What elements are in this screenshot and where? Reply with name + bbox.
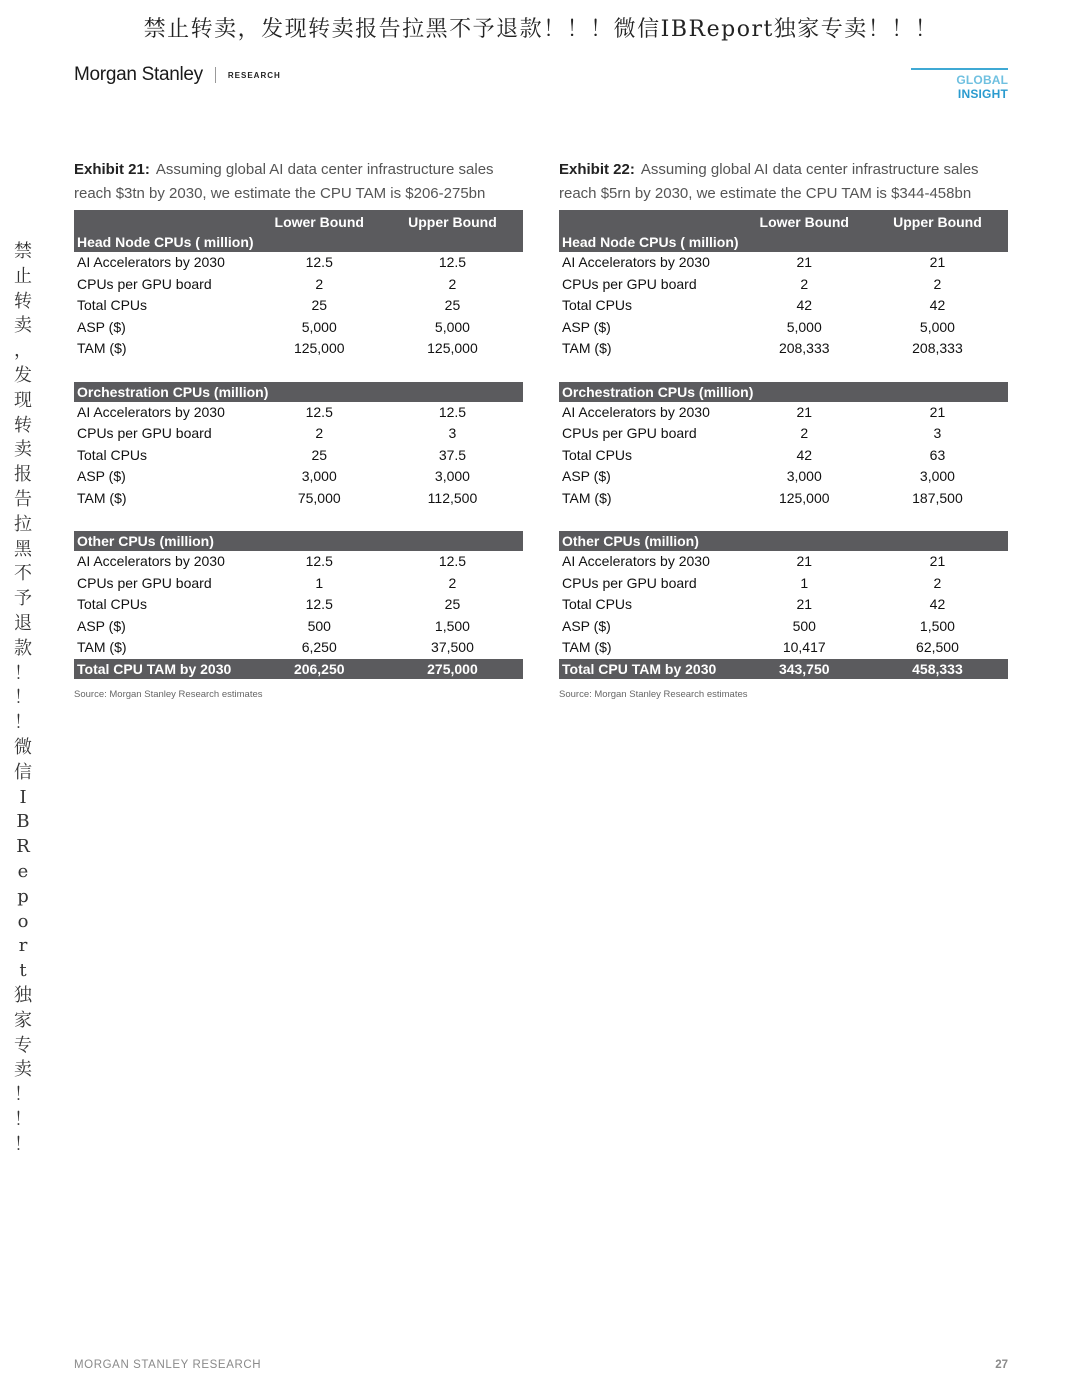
table-row [74,445,523,467]
row-label: TAM ($) [77,639,127,655]
total-lower-value: 206,250 [257,659,382,679]
table-row [559,274,1008,296]
table-row [559,402,1008,424]
lower-bound-value: 125,000 [778,489,830,506]
upper-bound-value: 2 [448,574,457,591]
total-label: Total CPU TAM by 2030 [74,659,257,679]
watermark-char: 发 [14,364,32,386]
watermark-char: 家 [14,1009,32,1031]
upper-bound-value: 112,500 [427,489,478,506]
lower-bound-value: 5,000 [301,318,337,335]
column-header-lower: Lower Bound [257,210,382,232]
lower-bound-value: 12.5 [305,403,333,420]
watermark-char: 禁 [14,241,32,262]
table-row [559,295,1008,317]
table-spacer [559,509,1008,531]
row-label: CPUs per GPU board [562,574,697,591]
watermark-char: ！ [14,1133,32,1155]
section-title: Orchestration CPUs (million) [74,382,523,402]
row-label: AI Accelerators by 2030 [77,254,225,270]
watermark-char: 卖 [14,1059,32,1081]
section-title: Head Node CPUs ( million) [74,232,257,252]
upper-bound-value: 37,500 [431,639,474,655]
total-lower-value: 343,750 [742,659,867,679]
brand-subtitle: RESEARCH [227,70,281,80]
upper-bound-value: 21 [929,254,946,270]
row-label: AI Accelerators by 2030 [77,553,225,569]
lower-bound-value: 3,000 [301,468,337,484]
column-header-upper: Upper Bound [382,210,523,232]
row-label: AI Accelerators by 2030 [562,403,710,420]
section-header-row [559,232,1008,252]
lower-bound-value: 125,000 [293,340,345,356]
section-header-row [74,232,523,252]
row-label: Total CPUs [77,446,148,463]
lower-bound-value: 6,250 [301,639,337,655]
watermark-char: ， [14,340,32,362]
upper-bound-value: 1,500 [434,617,470,634]
table-row [559,573,1008,595]
exhibit-caption: Assuming global AI data center infrastructure sales reach $5rn by 2030, we estimate the CPU TAM is $344-458bn [559,161,979,202]
section-title: Other CPUs (million) [559,531,1008,551]
lower-bound-value: 500 [792,617,816,634]
lower-bound-value: 208,333 [778,340,830,356]
lower-bound-value: 21 [796,553,813,569]
row-label: Total CPUs [562,596,633,612]
upper-bound-value: 42 [929,297,946,313]
exhibit-caption: Assuming global AI data center infrastructure sales reach $3tn by 2030, we estimate the CPU TAM is $206-275bn [74,161,494,202]
table-row [74,402,523,424]
row-label: AI Accelerators by 2030 [77,403,225,420]
spacer-cell [74,360,523,382]
table-row [74,594,523,616]
watermark-char: e [17,860,29,882]
upper-bound-value: 12.5 [438,553,467,569]
table-row [559,488,1008,510]
section-header-row [559,531,1008,551]
row-label: TAM ($) [562,489,612,506]
watermark-char: t [19,960,27,982]
cpu-tam-table [74,210,523,679]
global-insight-b: INSIGHT [957,87,1008,101]
table-row [74,423,523,445]
brand-divider [215,67,216,83]
row-label: ASP ($) [562,617,611,634]
header-blank [74,210,257,232]
total-upper-value: 275,000 [382,659,523,679]
watermark-char: 卖 [14,439,32,461]
global-insight-tag [911,68,1008,101]
row-label: ASP ($) [562,468,611,484]
row-label: CPUs per GPU board [77,275,212,292]
watermark-char: 微 [14,736,32,758]
watermark-char: R [16,836,30,858]
watermark-char: 止 [14,265,32,287]
table-spacer [74,360,523,382]
table-row [559,551,1008,573]
upper-bound-value: 12.5 [438,403,467,420]
watermark-char: 黑 [14,538,32,560]
lower-bound-value: 12.5 [305,254,333,270]
table-row [74,551,523,573]
lower-bound-value: 21 [796,403,813,420]
table-row [74,252,523,274]
total-row [559,659,1008,679]
lower-bound-value: 42 [796,297,813,313]
lower-bound-value: 3,000 [786,468,822,484]
upper-bound-value: 37.5 [438,446,467,463]
row-label: CPUs per GPU board [562,425,697,441]
watermark-char: 予 [14,588,32,610]
lower-bound-value: 75,000 [297,489,341,506]
table-row [559,338,1008,360]
table-row [559,594,1008,616]
table-row [74,637,523,659]
upper-bound-value: 1,500 [919,617,955,634]
upper-bound-value: 3,000 [434,468,470,484]
lower-bound-value: 42 [796,446,813,463]
upper-bound-value: 62,500 [916,639,959,655]
header-blank [742,232,867,252]
source-note: Source: Morgan Stanley Research estimates [559,688,748,700]
page-number: 27 [995,1359,1008,1371]
total-row [74,659,523,679]
table-row [559,445,1008,467]
upper-bound-value: 42 [929,596,946,612]
lower-bound-value: 2 [315,425,324,441]
watermark-char: ！ [14,1084,32,1106]
row-label: TAM ($) [562,639,612,655]
row-label: ASP ($) [562,318,611,335]
header-blank [382,232,523,252]
upper-bound-value: 21 [929,403,946,420]
row-label: ASP ($) [77,617,126,634]
upper-bound-value: 21 [929,553,946,569]
upper-bound-value: 125,000 [427,340,478,356]
row-label: Total CPUs [562,297,633,313]
table-row [74,616,523,638]
lower-bound-value: 12.5 [305,596,333,612]
watermark-char: I [19,786,27,808]
row-label: Total CPUs [562,446,633,463]
upper-bound-value: 3 [933,425,942,441]
watermark-char: 不 [14,563,32,585]
column-header-upper: Upper Bound [867,210,1008,232]
lower-bound-value: 21 [796,254,813,270]
header-blank [559,210,742,232]
exhibit-21 [74,158,523,700]
brand-logo: Morgan Stanley [74,64,203,85]
lower-bound-value: 25 [311,297,328,313]
watermark-char: ！ [14,712,32,734]
section-header-row [74,382,523,402]
exhibit-label: Exhibit 22: [559,161,635,178]
lower-bound-value: 10,417 [782,639,826,655]
row-label: AI Accelerators by 2030 [562,254,710,270]
exhibit-label: Exhibit 21: [74,161,150,178]
row-label: AI Accelerators by 2030 [562,553,710,569]
watermark-char: 转 [14,414,32,436]
section-title: Orchestration CPUs (million) [559,382,1008,402]
row-label: ASP ($) [77,468,126,484]
watermark-char: ！ [14,1108,32,1130]
table-row [559,466,1008,488]
upper-bound-value: 5,000 [919,318,955,335]
watermark-char: p [17,885,29,907]
spacer-cell [559,360,1008,382]
table-row [74,338,523,360]
section-title: Head Node CPUs ( million) [559,232,742,252]
column-header-lower: Lower Bound [742,210,867,232]
section-title: Other CPUs (million) [74,531,523,551]
watermark-char: B [16,811,30,833]
watermark-char: 独 [14,984,32,1006]
exhibit-title [559,158,1008,210]
watermark-char: 报 [14,464,32,486]
row-label: ASP ($) [77,318,126,335]
upper-bound-value: 187,500 [912,489,963,506]
watermark-char: r [18,935,28,957]
watermark-char: 拉 [14,513,32,535]
watermark-vertical [10,240,36,1157]
watermark-char: o [17,910,29,932]
upper-bound-value: 208,333 [912,340,963,356]
watermark-char: 告 [14,488,32,510]
lower-bound-value: 500 [307,617,331,634]
table-row [74,466,523,488]
watermark-char: 转 [14,290,32,312]
total-upper-value: 458,333 [867,659,1008,679]
watermark-char: 信 [14,761,32,783]
watermark-char: 现 [14,389,32,411]
table-row [74,317,523,339]
upper-bound-value: 2 [933,275,942,292]
row-label: TAM ($) [77,489,127,506]
table-spacer [74,509,523,531]
table-row [74,274,523,296]
table-row [74,488,523,510]
watermark-char: 专 [14,1034,32,1056]
upper-bound-value: 2 [933,574,942,591]
upper-bound-value: 63 [929,446,946,463]
row-label: Total CPUs [77,596,148,612]
lower-bound-value: 21 [796,596,813,612]
table-row [559,637,1008,659]
upper-bound-value: 2 [448,275,457,292]
row-label: CPUs per GPU board [562,275,697,292]
table-row [559,252,1008,274]
table-header-row [559,210,1008,232]
spacer-cell [74,509,523,531]
upper-bound-value: 25 [444,596,461,612]
table-row [559,616,1008,638]
lower-bound-value: 2 [315,275,324,292]
spacer-cell [559,509,1008,531]
lower-bound-value: 2 [800,275,809,292]
table-row [559,317,1008,339]
section-header-row [74,531,523,551]
total-label: Total CPU TAM by 2030 [559,659,742,679]
upper-bound-value: 5,000 [434,318,470,335]
header-blank [867,232,1008,252]
table-row [74,295,523,317]
cpu-tam-table [559,210,1008,679]
lower-bound-value: 5,000 [786,318,822,335]
lower-bound-value: 25 [311,446,328,463]
row-label: TAM ($) [77,340,127,356]
lower-bound-value: 1 [800,574,809,591]
table-header-row [74,210,523,232]
row-label: Total CPUs [77,297,148,313]
upper-bound-value: 25 [444,297,461,313]
section-header-row [559,382,1008,402]
source-note: Source: Morgan Stanley Research estimates [74,688,263,700]
watermark-char: 退 [14,612,32,634]
footer-brand: MORGAN STANLEY RESEARCH [74,1359,262,1371]
upper-bound-value: 3,000 [919,468,955,484]
lower-bound-value: 2 [800,425,809,441]
global-insight-a: GLOBAL [956,73,1008,87]
lower-bound-value: 1 [315,574,324,591]
brand-header [74,64,281,86]
exhibit-22 [559,158,1008,700]
upper-bound-value: 3 [448,425,457,441]
table-row [74,573,523,595]
lower-bound-value: 12.5 [305,553,333,569]
watermark-banner: 禁止转卖，发现转卖报告拉黑不予退款！！！微信IBReport独家专卖！！！ [143,17,939,42]
header-blank [257,232,382,252]
upper-bound-value: 12.5 [438,254,467,270]
watermark-char: 卖 [14,315,32,337]
watermark-char: ！ [14,687,32,709]
watermark-char: ！ [14,662,32,684]
table-row [559,423,1008,445]
exhibit-title [74,158,523,210]
table-spacer [559,360,1008,382]
row-label: CPUs per GPU board [77,425,212,441]
row-label: CPUs per GPU board [77,574,212,591]
row-label: TAM ($) [562,340,612,356]
watermark-char: 款 [14,637,32,659]
